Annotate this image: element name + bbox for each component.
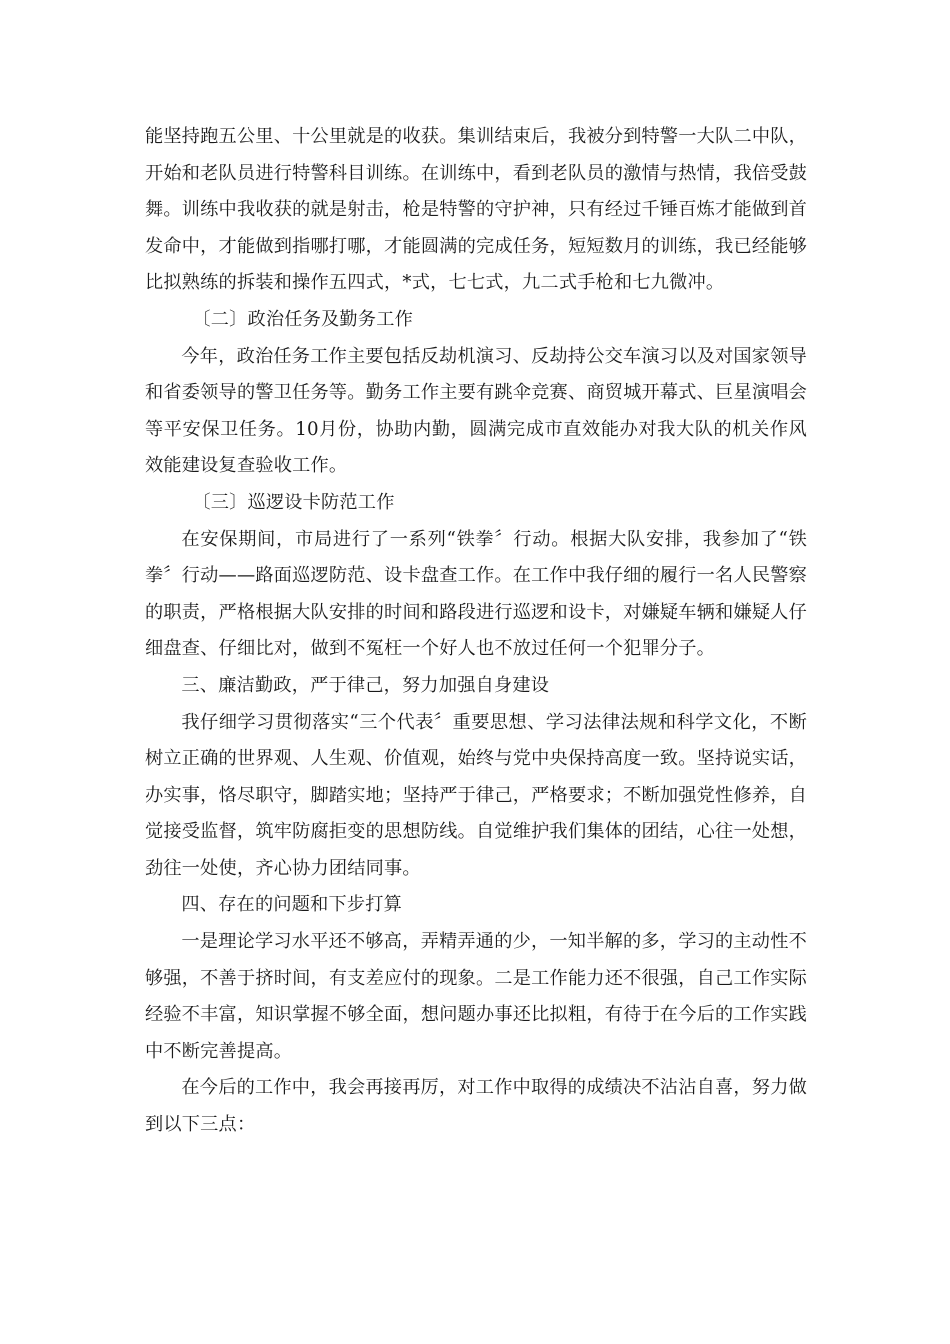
paragraph-patrol: 在安保期间，市局进行了一系列“铁拳〞行动。根据大队安排，我参加了“铁拳〞行动——路面巡逻防范、设卡盘查工作。在工作中我仔细的履行一名人民警察的职责，严格根据大队安排的时间和路段进行巡逻和设卡，对嫌疑车辆和嫌疑人仔细盘查、仔细比对，做到不冤枉一个好人也不放过任何一个犯罪分子。 xyxy=(145,528,807,660)
heading-problems: 四、存在的问题和下步打算 xyxy=(181,894,403,916)
paragraph-integrity: 我仔细学习贯彻落实“三个代表〞重要思想、学习法律法规和科学文化，不断树立正确的世界观、人生观、价值观，始终与党中央保持高度一致。坚持说实话，办实事，恪尽职守，脚踏实地；坚持严于律己，严格要求；不断加强党性修养，自觉接受监督，筑牢防腐拒变的思想防线。自觉维护我们集体的团结，心往一处想，劲往一处使，齐心协力团结同事。 xyxy=(145,711,807,879)
heading-political-tasks: 〔二〕政治任务及勤务工作 xyxy=(192,308,413,330)
paragraph-future: 在今后的工作中，我会再接再厉，对工作中取得的成绩决不沾沾自喜，努力做到以下三点： xyxy=(145,1077,807,1136)
heading-integrity: 三、廉洁勤政，严于律己，努力加强自身建设 xyxy=(181,674,550,696)
paragraph-training: 能坚持跑五公里、十公里就是的收获。集训结束后，我被分到特警一大队二中队，开始和老队员进行特警科目训练。在训练中，看到老队员的激情与热情，我倍受鼓舞。训练中我收获的就是射击，枪是特警的守护神，只有经过千锤百炼才能做到首发命中，才能做到指哪打哪，才能圆满的完成任务，短短数月的训练，我已经能够比拟熟练的拆装和操作五四式，*式，七七式，九二式手枪和七九微冲。 xyxy=(145,126,807,294)
paragraph-problems: 一是理论学习水平还不够高，弄精弄通的少，一知半解的多，学习的主动性不够强，不善于挤时间，有支差应付的现象。二是工作能力还不很强，自己工作实际经验不丰富，知识掌握不够全面，想问题办事还比拟粗，有待于在今后的工作实践中不断完善提高。 xyxy=(145,931,807,1062)
heading-patrol: 〔三〕巡逻设卡防范工作 xyxy=(192,491,395,513)
document-body xyxy=(145,119,807,1144)
paragraph-political-tasks: 今年，政治任务工作主要包括反劫机演习、反劫持公交车演习以及对国家领导和省委领导的警卫任务等。勤务工作主要有跳伞竞赛、商贸城开幕式、巨星演唱会等平安保卫任务。10月份，协助内勤，圆满完成市直效能办对我大队的机关作风效能建设复查验收工作。 xyxy=(145,345,807,477)
